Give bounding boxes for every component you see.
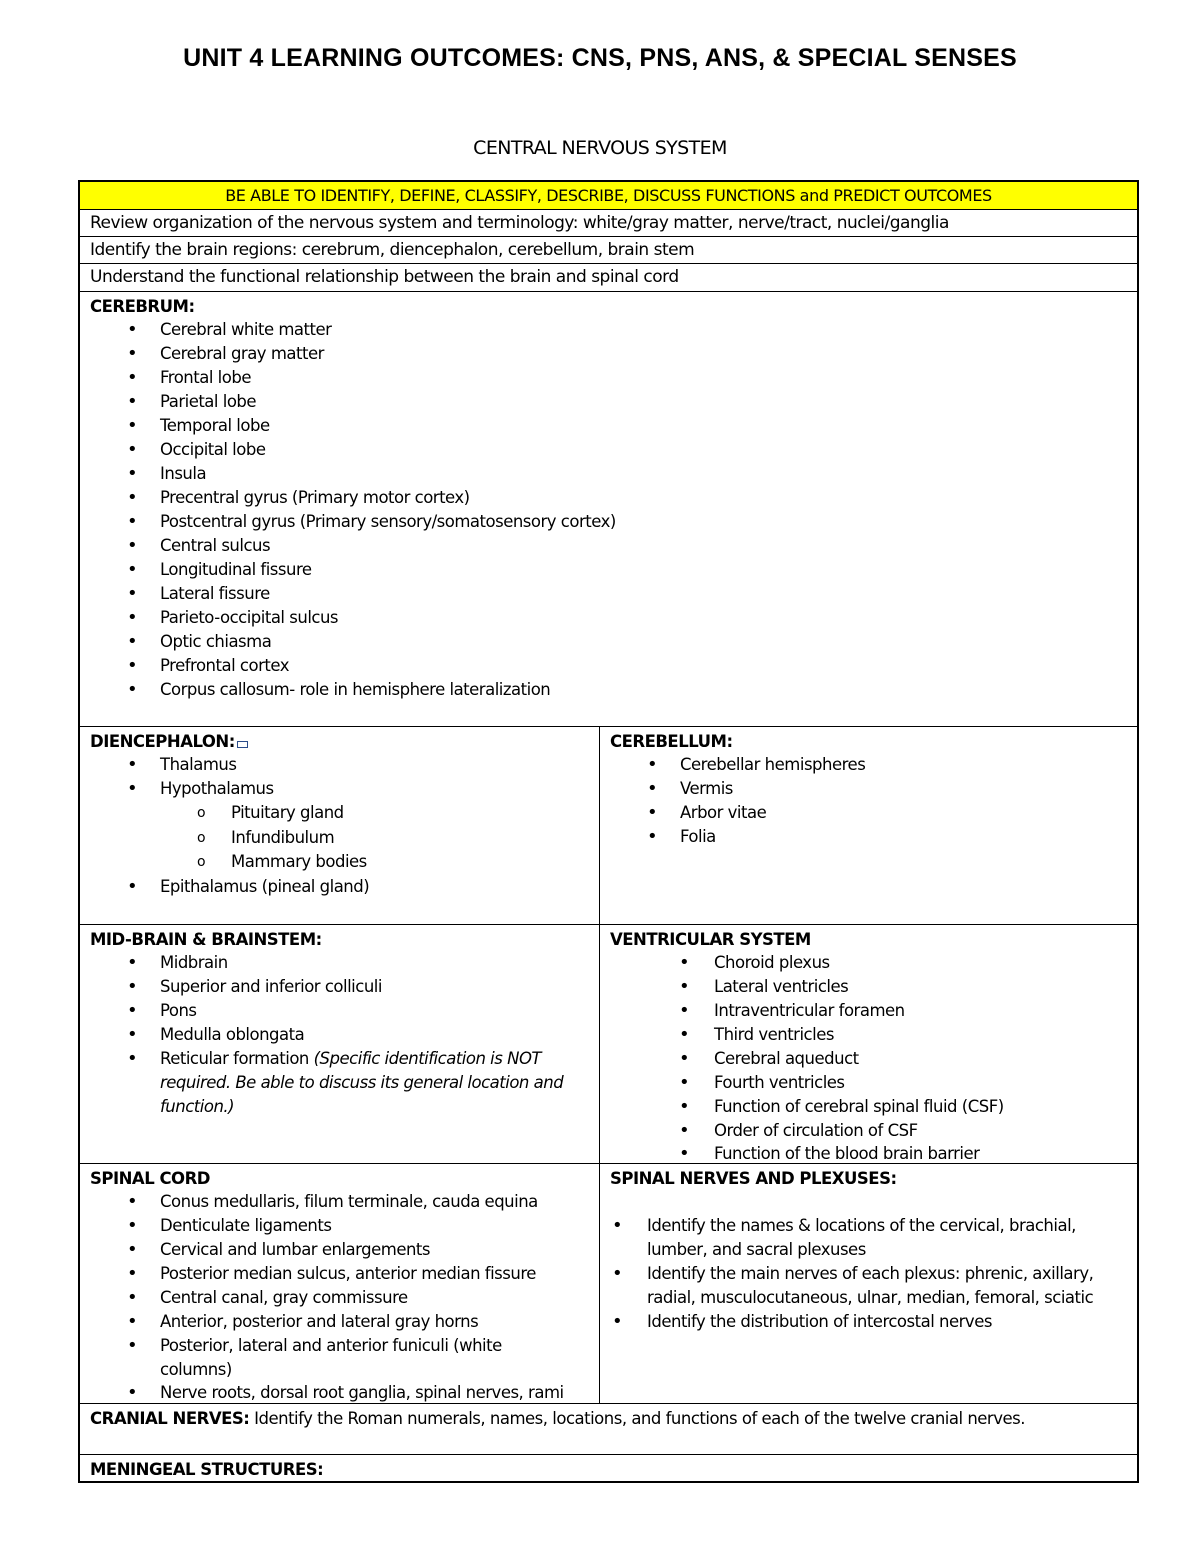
list-item: • Cerebral aqueduct bbox=[610, 1047, 1137, 1071]
list-item: • Denticulate ligaments bbox=[90, 1214, 599, 1238]
cranial-text: Identify the Roman numerals, names, locations, and functions of each of the twelve cranial nerves. bbox=[249, 1409, 1025, 1428]
list-item: • Posterior, lateral and anterior funiculi (white columns) bbox=[90, 1334, 599, 1382]
cerebrum-list bbox=[90, 318, 1137, 702]
list-item: • Third ventricles bbox=[610, 1023, 1137, 1047]
list-item: • Lateral fissure bbox=[90, 582, 1137, 606]
list-item: • Optic chiasma bbox=[90, 630, 1137, 654]
list-item: • Temporal lobe bbox=[90, 414, 1137, 438]
list-item: • Prefrontal cortex bbox=[90, 654, 1137, 678]
list-item: • Central canal, gray commissure bbox=[90, 1286, 599, 1310]
sub-list-item: o Infundibulum bbox=[90, 826, 599, 851]
ventricular-heading: VENTRICULAR SYSTEM bbox=[610, 930, 811, 949]
cerebrum-section bbox=[80, 292, 1137, 727]
spinal-cord-heading: SPINAL CORD bbox=[90, 1169, 210, 1188]
list-item: • Identify the main nerves of each plexus: phrenic, axillary, radial, musculocutaneous, ulnar, median, femoral, sciatic bbox=[610, 1262, 1137, 1310]
list-item: • Insula bbox=[90, 462, 1137, 486]
list-item: • Thalamus bbox=[90, 753, 599, 777]
list-item: • Posterior median sulcus, anterior median fissure bbox=[90, 1262, 599, 1286]
table-row: Understand the functional relationship between the brain and spinal cord bbox=[80, 264, 1137, 292]
list-item: • Precentral gyrus (Primary motor cortex) bbox=[90, 486, 1137, 510]
list-item: • Fourth ventricles bbox=[610, 1071, 1137, 1095]
meningeal-row bbox=[80, 1455, 1137, 1481]
spinal-nerves-heading: SPINAL NERVES AND PLEXUSES: bbox=[610, 1169, 897, 1188]
banner: BE ABLE TO IDENTIFY, DEFINE, CLASSIFY, DESCRIBE, DISCUSS FUNCTIONS and PREDICT OUTCOMES bbox=[80, 182, 1137, 210]
diencephalon-cell bbox=[80, 727, 599, 899]
cranial-row bbox=[80, 1404, 1137, 1455]
midbrain-ventricular-row bbox=[80, 925, 1137, 1164]
midbrain-cell bbox=[80, 925, 599, 1119]
reticular-note: (Specific identification is NOT required. Be able to discuss its general location and function.) bbox=[160, 1049, 564, 1116]
list-item: • Medulla oblongata bbox=[90, 1023, 599, 1047]
list-item: • Parietal lobe bbox=[90, 390, 1137, 414]
list-item: • Function of the blood brain barrier bbox=[610, 1143, 1137, 1165]
list-item: • Anterior, posterior and lateral gray horns bbox=[90, 1310, 599, 1334]
diencephalon-cerebellum-row bbox=[80, 727, 1137, 925]
list-item: • Cerebral gray matter bbox=[90, 342, 1137, 366]
outcomes-table bbox=[78, 180, 1139, 1483]
list-item: • Midbrain bbox=[90, 951, 599, 975]
list-item: • Cerebellar hemispheres bbox=[610, 753, 1137, 777]
list-item: • Arbor vitae bbox=[610, 801, 1137, 825]
table-row: Review organization of the nervous system and terminology: white/gray matter, nerve/tract, nuclei/ganglia bbox=[80, 210, 1137, 237]
list-item: • Choroid plexus bbox=[610, 951, 1137, 975]
list-item: • Epithalamus (pineal gland) bbox=[90, 875, 599, 899]
list-item: • Central sulcus bbox=[90, 534, 1137, 558]
list-item: • Occipital lobe bbox=[90, 438, 1137, 462]
spinal-row bbox=[80, 1164, 1137, 1404]
list-item: • Parieto-occipital sulcus bbox=[90, 606, 1137, 630]
list-item: • Superior and inferior colliculi bbox=[90, 975, 599, 999]
list-item: • Postcentral gyrus (Primary sensory/somatosensory cortex) bbox=[90, 510, 1137, 534]
cerebrum-heading: CEREBRUM: bbox=[90, 297, 195, 316]
meningeal-heading: MENINGEAL STRUCTURES: bbox=[90, 1460, 324, 1479]
sub-list-item: o Mammary bodies bbox=[90, 850, 599, 875]
section-title: CENTRAL NERVOUS SYSTEM bbox=[473, 137, 727, 159]
table-row: Identify the brain regions: cerebrum, diencephalon, cerebellum, brain stem bbox=[80, 237, 1137, 264]
list-item: • Cervical and lumbar enlargements bbox=[90, 1238, 599, 1262]
list-item: • Nerve roots, dorsal root ganglia, spinal nerves, rami bbox=[90, 1382, 599, 1404]
sub-list-item: o Pituitary gland bbox=[90, 801, 599, 826]
list-item: • Conus medullaris, filum terminale, cauda equina bbox=[90, 1190, 599, 1214]
list-item: • Vermis bbox=[610, 777, 1137, 801]
cerebellum-heading: CEREBELLUM: bbox=[610, 732, 733, 751]
list-item: • Corpus callosum- role in hemisphere lateralization bbox=[90, 678, 1137, 702]
list-item: • Order of circulation of CSF bbox=[610, 1119, 1137, 1143]
spinal-nerves-cell bbox=[600, 1164, 1137, 1334]
list-item: • Function of cerebral spinal fluid (CSF) bbox=[610, 1095, 1137, 1119]
list-item: • Identify the names & locations of the cervical, brachial, lumber, and sacral plexuses bbox=[610, 1214, 1137, 1262]
list-item: • Intraventricular foramen bbox=[610, 999, 1137, 1023]
list-item: • Frontal lobe bbox=[90, 366, 1137, 390]
list-item: • Cerebral white matter bbox=[90, 318, 1137, 342]
page-title: UNIT 4 LEARNING OUTCOMES: CNS, PNS, ANS, & SPECIAL SENSES bbox=[183, 44, 1017, 72]
spinal-cord-cell bbox=[80, 1164, 599, 1404]
list-item: • Folia bbox=[610, 825, 1137, 849]
list-item: • Identify the distribution of intercostal nerves bbox=[610, 1310, 1137, 1334]
midbrain-heading: MID-BRAIN & BRAINSTEM: bbox=[90, 930, 322, 949]
diencephalon-heading: DIENCEPHALON: bbox=[90, 732, 235, 751]
list-item: • Hypothalamus bbox=[90, 777, 599, 801]
list-item: • Lateral ventricles bbox=[610, 975, 1137, 999]
anchor-mark-icon bbox=[237, 741, 248, 748]
list-item bbox=[90, 1047, 599, 1119]
ventricular-cell bbox=[600, 925, 1137, 1165]
cerebellum-cell bbox=[600, 727, 1137, 849]
reticular-label: Reticular formation bbox=[160, 1049, 309, 1068]
cranial-heading: CRANIAL NERVES: bbox=[90, 1409, 250, 1428]
list-item: • Pons bbox=[90, 999, 599, 1023]
list-item: • Longitudinal fissure bbox=[90, 558, 1137, 582]
